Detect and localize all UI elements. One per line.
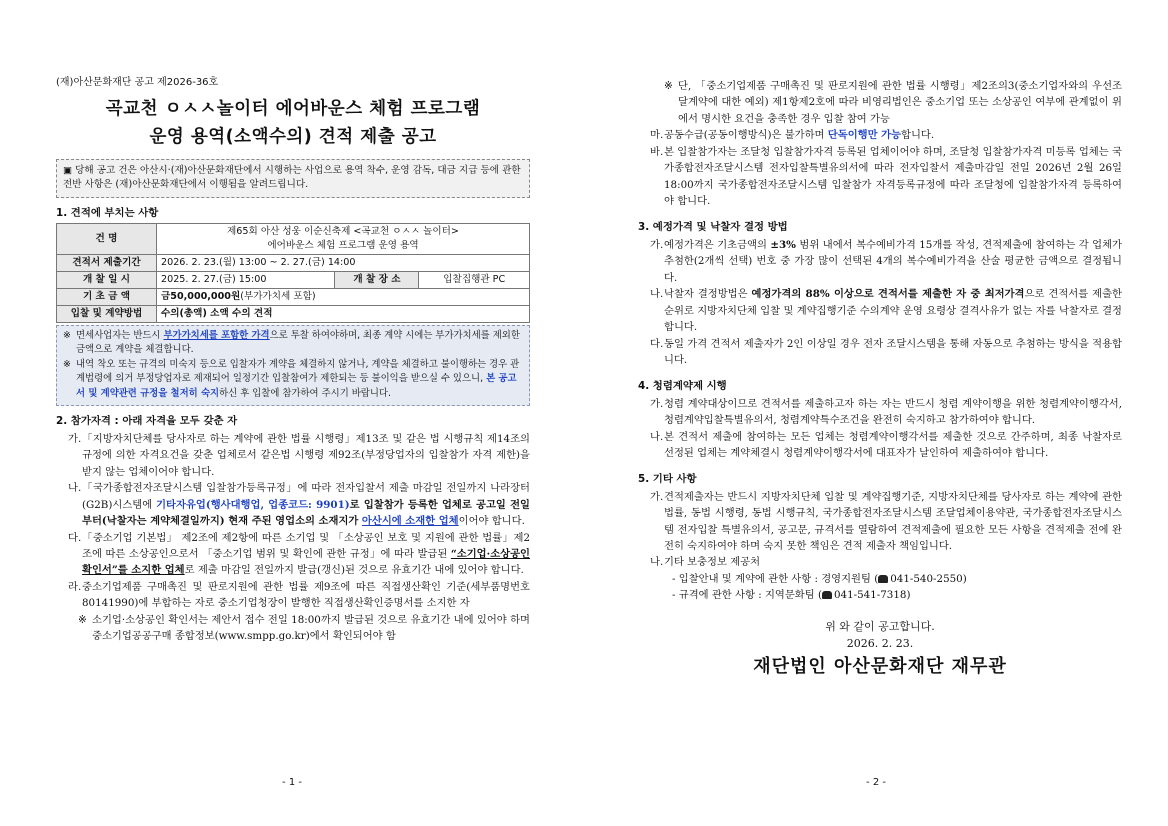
section-5-heading: 5. 기타 사항 bbox=[638, 472, 697, 485]
table-row bbox=[57, 305, 530, 322]
item-mark: 다. bbox=[650, 337, 664, 350]
list-item bbox=[638, 144, 1122, 210]
text-run: 「중소기업 기본법」 제2조에 제2항에 따른 소기업 및 「소상공인 보호 및 지원에 관한 법률」제2조에 따른 소상공인으로서 「중소기업 범위 및 확인에 관한 규정」에 따라 발급된 bbox=[82, 531, 530, 560]
item-mark: 다. bbox=[68, 531, 82, 544]
list-item bbox=[638, 489, 1122, 555]
note-item bbox=[63, 329, 523, 358]
note-mark: ※ bbox=[63, 329, 71, 341]
page-1-content bbox=[56, 72, 530, 645]
section-4-heading: 4. 청렴계약제 시행 bbox=[638, 379, 727, 392]
text-highlight: 기타자유업(행사대행업, 업종코드: 9901) bbox=[156, 498, 350, 511]
text-bold: 로 입찰참가 등록한 업체로 공고일 전일부터(낙찰자는 계약체결일까지) 현재 주된 영업소의 소재지가 bbox=[82, 498, 530, 528]
text-bold: ±3% bbox=[770, 238, 796, 251]
bid-info-table bbox=[56, 223, 530, 322]
closing-text: 위 와 같이 공고합니다. bbox=[825, 619, 935, 633]
item-text: 본 견적서 제출에 참여하는 모든 업체는 청렴계약이행각서를 제출한 것으로 간주하며, 최종 낙찰자로 선정된 업체는 계약체결시 청렴계약이행각서에 대표자가 날인하여 제출하여야 합니다. bbox=[664, 430, 1122, 460]
text-highlight: 단독이행만 가능 bbox=[827, 129, 902, 142]
item-mark: 나. bbox=[68, 482, 82, 495]
item-mark: 바. bbox=[650, 145, 664, 158]
note-text: 면세사업자는 반드시 bbox=[76, 329, 164, 341]
closing-block bbox=[638, 618, 1122, 652]
phone-icon bbox=[822, 591, 832, 599]
list-item bbox=[56, 579, 530, 612]
title-line-2: 운영 용역(소액수의) 견적 제출 공고 bbox=[149, 126, 437, 147]
table-value-open-place: 입찰집행관 PC bbox=[419, 272, 530, 289]
item-text: 청렴 계약대상이므로 견적서를 제출하고자 하는 자는 반드시 청렴 계약이행을 위한 청렴계약이행각서, 청렴계약입찰특별유의서, 청렴계약특수조건을 완전히 숙지하고 참가하여야 합니다. bbox=[664, 397, 1122, 427]
text-run: 낙찰자 결정방법은 bbox=[664, 288, 752, 301]
notice-number: (재)아산문화재단 공고 제2026-36호 bbox=[56, 77, 219, 88]
list-item bbox=[638, 127, 1122, 143]
text-run: 이어야 합니다. bbox=[458, 515, 525, 528]
item-text bbox=[82, 480, 530, 529]
text-run: 로 제출 마감일 전일까지 발급(갱신)된 것으로 유효기간 내에 있어야 합니다. bbox=[184, 564, 524, 577]
note-text: 하신 후 입찰에 참가하여 주시기 바랍니다. bbox=[219, 388, 391, 400]
text-bold: 예정가격의 88% 이상으로 견적서를 제출한 자 중 최저가격 bbox=[751, 288, 1025, 301]
base-amount-note: (부가가치세 포함) bbox=[240, 290, 316, 302]
table-value-period: 2026. 2. 23.(월) 13:00 ~ 2. 27.(금) 14:00 bbox=[157, 255, 530, 272]
page-2 bbox=[584, 0, 1168, 826]
project-name-line-2: 에어바운스 체험 프로그램 운영 용역 bbox=[267, 240, 419, 252]
contact-phone: 041-541-7318 bbox=[833, 589, 907, 602]
list-item bbox=[638, 336, 1122, 369]
item-text: 중소기업제품 구매촉진 및 판로지원에 관한 법률 제9조에 따른 직접생산확인 기준(세부품명번호 80141990)에 부합하는 자로 중소기업청장이 발행한 직접생산확인증명서를 소지한 자 bbox=[82, 580, 530, 610]
table-value-open-date: 2025. 2. 27.(금) 15:00 bbox=[157, 272, 335, 289]
text-run: 합니다. bbox=[901, 129, 935, 142]
page-2-content bbox=[638, 78, 1122, 680]
item-mark: 나. bbox=[650, 430, 664, 443]
title-line-1: 곡교천 ㅇㅅㅅ놀이터 에어바운스 체험 프로그램 bbox=[105, 98, 481, 119]
item-text bbox=[664, 286, 1122, 335]
page-number: - 2 - bbox=[866, 776, 886, 788]
item-text: 소기업·소상공인 확인서는 제안서 접수 전일 18:00까지 발급된 것으로 유효기간 내에 있어야 하며 중소기업공공구매 종합정보(www.smpp.go.kr)에서 확인되어야 함 bbox=[92, 613, 530, 643]
list-item bbox=[56, 530, 530, 579]
text-run: 범위 내에서 복수예비가격 15개를 작성, 견적제출에 참여하는 각 업체가 추첨한(2개씩 선택) 번호 중 가장 많이 선택된 4개의 복수예비가격을 산술 평균한 금액으로 결정됩니다. bbox=[664, 238, 1122, 284]
item-text: 본 입찰참가자는 조달청 입찰참가자격 등록된 업체이어야 하며, 조달청 입찰참가자격 미등록 업체는 국가종합전자조달시스템 전자입찰특별유의서에 따라 전자입찰서 제출마감일 전일 2026년 2월 26일 18:00까지 국가종합전자조달시스템 입찰참가 자격등록규정에 따라 조달청에 입찰참가자격 등록하여야 합니다. bbox=[664, 145, 1122, 208]
item-mark: ※ bbox=[78, 613, 87, 626]
item-mark: 나. bbox=[650, 288, 664, 301]
table-label-open-date: 개 찰 일 시 bbox=[57, 272, 157, 289]
item-mark: 나. bbox=[650, 556, 664, 569]
list-item bbox=[638, 237, 1122, 286]
table-row bbox=[57, 255, 530, 272]
list-item-note bbox=[56, 612, 530, 645]
item-text: 동일 가격 견적서 제출자가 2인 이상일 경우 전자 조달시스템을 통해 자동으로 추첨하는 방식을 적용합니다. bbox=[664, 337, 1122, 367]
table-value-method: 수의(총액) 소액 수의 견적 bbox=[157, 305, 530, 322]
text-run: 공동수급(공동이행방식)은 불가하며 bbox=[664, 129, 828, 142]
contact-phone: 041-540-2550 bbox=[890, 572, 963, 585]
list-item bbox=[638, 429, 1122, 462]
list-item bbox=[56, 480, 530, 529]
text-bold: “소기업·소상공인 확인서”를 소지한 업체 bbox=[82, 547, 530, 577]
table-row bbox=[57, 288, 530, 305]
list-item-note bbox=[638, 78, 1122, 127]
text-run: 「국가종합전자조달시스템 입찰참가등록규정」에 따라 전자입찰서 제출 마감일 전일까지 나라장터(G2B)시스템에 bbox=[82, 482, 530, 511]
project-name-line-1: 제65회 아산 성웅 이순신축제 <곡교천 ㅇㅅㅅ 놀이터> bbox=[227, 226, 459, 238]
item-text: 기타 보충정보 제공처 bbox=[664, 556, 761, 569]
contact-label: - 규격에 관한 사항 : 지역문화팀 ( bbox=[672, 589, 822, 602]
section-3-heading: 3. 예정가격 및 낙찰자 결정 방법 bbox=[638, 220, 788, 233]
document-title bbox=[56, 95, 530, 151]
item-text bbox=[664, 237, 1122, 286]
note-text: 으로 투찰 하여야하며, 최종 계약 시에는 부가가치세를 제외한 금액으로 계약을 체결합니다. bbox=[76, 329, 520, 356]
list-item bbox=[638, 554, 1122, 570]
note-highlight: 부가가치세를 포함한 가격 bbox=[163, 329, 270, 341]
item-text: 단, 「중소기업제품 구매촉진 및 판로지원에 관한 법률 시행령」제2조의3(중소기업자와의 우선조달계약에 대한 예외) 제1항제2호에 따라 비영리법인은 중소기업 또는 소상공인 여부에 관계없이 위에서 명시한 요건을 충족한 경우 입찰 참여 가능 bbox=[678, 80, 1122, 125]
page-number: - 1 - bbox=[282, 776, 302, 788]
contact-line: - 규격에 관한 사항 : 지역문화팀 ( 041-541-7318) bbox=[672, 589, 911, 602]
text-run: 으로 견적서를 제출한 순위로 지방자치단체 입찰 및 계약집행기준 수의계약 운영 요령상 결격사유가 없는 자를 낙찰자로 결정합니다. bbox=[664, 288, 1122, 334]
item-text: 견적제출자는 반드시 지방자치단체 입찰 및 계약집행기준, 지방자치단체를 당사자로 하는 계약에 관한 법률, 동법 시행령, 동법 시행규칙, 국가종합전자조달시스템 조달업체이용약관, 국가종합전자조달시스템 전자입찰 특별유의서, 공고문, 규격서를 열람하여 견적제출에 필요한 모든 사항을 견적제출 전에 완전히 숙지하여야 하며 숙지 못한 책임은 견적 제출자 책임입니다. bbox=[664, 490, 1122, 553]
table-row bbox=[57, 224, 530, 255]
closing-date: 2026. 2. 23. bbox=[846, 636, 914, 650]
item-mark: 라. bbox=[68, 580, 82, 593]
table-label-base-amount: 기 초 금 액 bbox=[57, 288, 157, 305]
contact-label: - 입찰안내 및 계약에 관한 사항 : 경영지원팀 ( bbox=[672, 572, 879, 585]
intro-box: ▣ 당해 공고 건은 아산시·(재)아산문화재단에서 시행하는 사업으로 용역 착수, 운영 감독, 대금 지급 등에 관한 전반 사항은 (재)아산문화재단에서 이행됨을 알려드립니다. bbox=[56, 159, 530, 199]
table-label-open-place: 개 찰 장 소 bbox=[335, 272, 419, 289]
table-value-project bbox=[157, 224, 530, 255]
section-2-heading: 2. 참가자격 : 아래 자격을 모두 갖춘 자 bbox=[56, 414, 238, 427]
item-mark: 가. bbox=[650, 397, 664, 410]
item-mark: 가. bbox=[68, 432, 82, 445]
base-amount: 금50,000,000원 bbox=[161, 290, 241, 302]
list-item bbox=[638, 396, 1122, 429]
table-value-base-amount bbox=[157, 288, 530, 305]
item-text bbox=[664, 127, 1122, 143]
note-highlight: 본 공고서 및 계약관련 규정을 철저히 숙지 bbox=[76, 373, 517, 400]
list-item bbox=[56, 431, 530, 480]
note-item bbox=[63, 358, 523, 402]
item-mark: 마. bbox=[650, 129, 664, 142]
table-label-period: 견적서 제출기간 bbox=[57, 255, 157, 272]
item-mark: ※ bbox=[664, 80, 673, 92]
text-run: 예정가격은 기초금액의 bbox=[664, 238, 771, 251]
contact-line: - 입찰안내 및 계약에 관한 사항 : 경영지원팀 ( 041-540-2550) bbox=[672, 572, 967, 585]
text-highlight: 아산시에 소재한 업체 bbox=[361, 515, 459, 528]
item-mark: 가. bbox=[650, 490, 664, 503]
table-row bbox=[57, 272, 530, 289]
note-mark: ※ bbox=[63, 358, 71, 370]
section-1-heading: 1. 견적에 부치는 사항 bbox=[56, 207, 159, 220]
list-item bbox=[638, 286, 1122, 335]
signer-name: 재단법인 아산문화재단 재무관 bbox=[753, 655, 1007, 677]
item-mark: 가. bbox=[650, 238, 664, 251]
phone-icon bbox=[878, 575, 888, 583]
note-text: 내역 착오 또는 규격의 미숙지 등으로 입찰자가 계약을 체결하지 않거나, 계약을 체결하고 불이행하는 경우 관계법령에 의거 부정당업자로 제재되어 일정기간 입찰참여가 제한되는 등 불이익을 받으실 수 있으니, bbox=[76, 358, 520, 385]
notes-box bbox=[56, 325, 530, 406]
table-label-project: 건 명 bbox=[57, 224, 157, 255]
item-text: 「지방자치단체를 당사자로 하는 계약에 관한 법률 시행령」제13조 및 같은 법 시행규칙 제14조의 규정에 의한 자격요건을 갖춘 업체로서 같은법 시행령 제92조(부정당업자의 입찰참가 자격 제한)을 받지 않는 업체이어야 합니다. bbox=[82, 432, 530, 478]
table-label-method: 입찰 및 계약방법 bbox=[57, 305, 157, 322]
item-text bbox=[82, 530, 530, 579]
